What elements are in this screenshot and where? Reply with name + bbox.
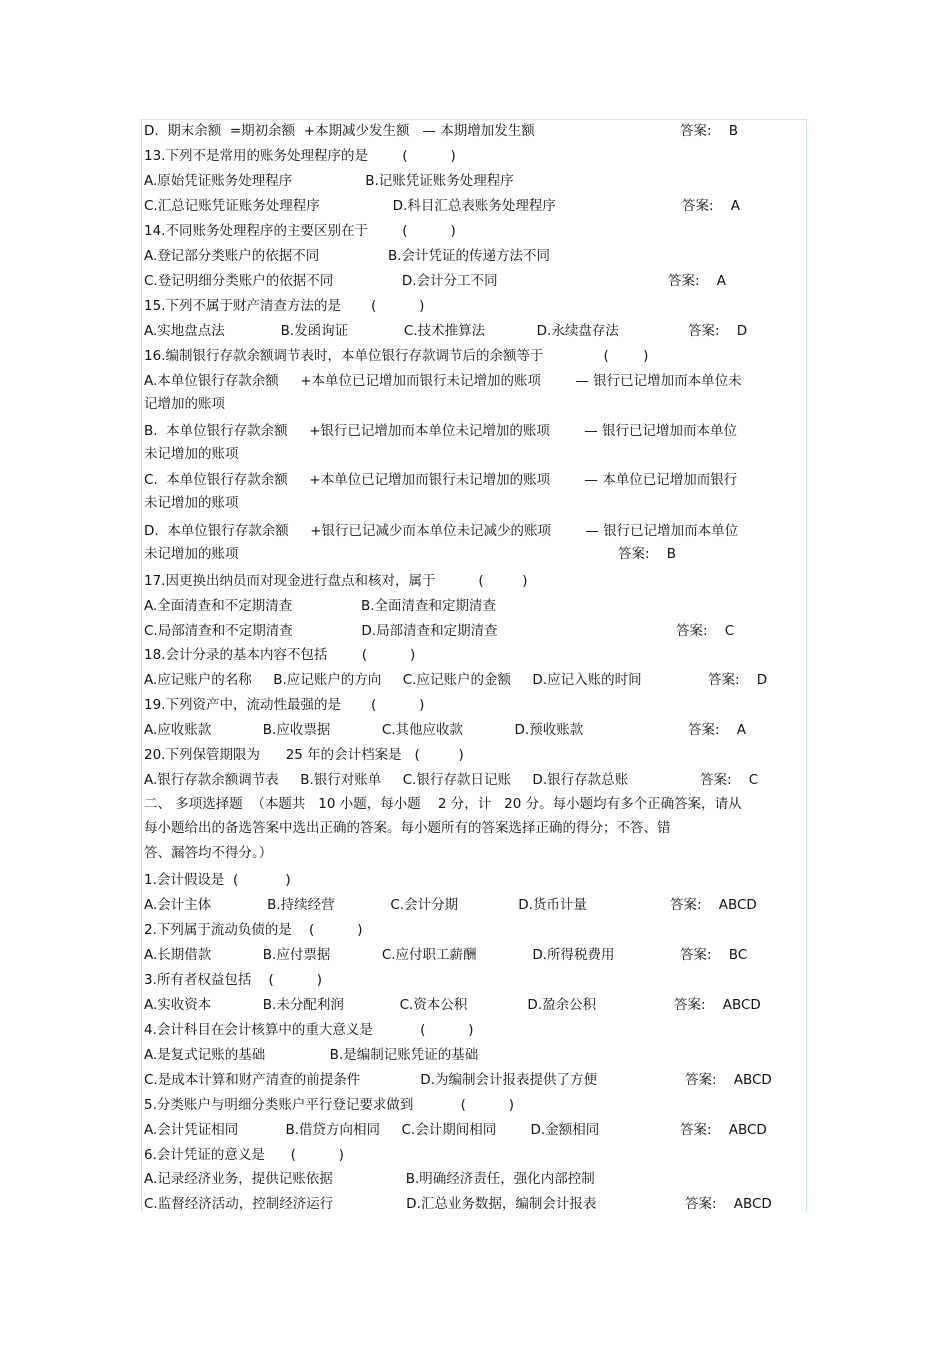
question-line: A.会计凭证相同 B.借贷方向相同 C.会计期间相同 D.金额相同 [144, 1122, 600, 1138]
question-line: 13.下列不是常用的账务处理程序的是 ( ) [144, 148, 456, 164]
question-line: A.实收资本 B.未分配利润 C.资本公积 D.盈余公积 [144, 997, 597, 1013]
question-line: 18.会计分录的基本内容不包括 ( ) [144, 647, 416, 663]
question-line: A.原始凭证账务处理程序 B.记账凭证账务处理程序 [144, 173, 514, 189]
answer-label: 答案: B [680, 123, 738, 139]
question-line: 未记增加的账项 [144, 446, 239, 462]
question-line: C.局部清查和不定期清查 D.局部清查和定期清查 [144, 623, 498, 639]
question-line: A.实地盘点法 B.发函询证 C.技术推算法 D.永续盘存法 [144, 323, 619, 339]
question-line: 二、 多项选择题 （本题共 10 小题，每小题 2 分，计 20 分。每小题均有多个正确答案，请从 [144, 796, 742, 812]
question-line: 3.所有者权益包括 ( ) [144, 972, 322, 988]
question-line: A.长期借款 B.应付票据 C.应付职工薪酬 D.所得税费用 [144, 947, 615, 963]
question-line: 19.下列资产中，流动性最强的是 ( ) [144, 697, 425, 713]
question-line: A.应记账户的名称 B.应记账户的方向 C.应记账户的金额 D.应记入账的时间 [144, 672, 642, 688]
answer-label: 答案: C [700, 772, 759, 788]
answer-label: 答案: C [676, 623, 735, 639]
question-line: 每小题给出的备选答案中选出正确的答案。每小题所有的答案选择正确的得分；不答、错 [144, 820, 671, 836]
question-line: A.应收账款 B.应收票据 C.其他应收款 D.预收账款 [144, 722, 584, 738]
question-line: A.会计主体 B.持续经营 C.会计分期 D.货币计量 [144, 897, 587, 913]
question-line: C.是成本计算和财产清查的前提条件 D.为编制会计报表提供了方便 [144, 1072, 597, 1088]
answer-label: 答案: ABCD [674, 997, 761, 1013]
question-line: B. 本单位银行存款余额 +银行已记增加而本单位未记增加的账项 — 银行已记增加而本单位 [144, 423, 738, 439]
question-line: D. 本单位银行存款余额 +银行已记减少而本单位未记减少的账项 — 银行已记增加而本单位 [144, 523, 739, 539]
question-line: 1.会计假设是 ( ) [144, 872, 291, 888]
question-line: 6.会计凭证的意义是 ( ) [144, 1147, 345, 1163]
question-line: 15.下列不属于财产清查方法的是 ( ) [144, 298, 425, 314]
question-line: A.记录经济业务，提供记账依据 B.明确经济责任，强化内部控制 [144, 1171, 595, 1187]
question-line: A.全面清查和不定期清查 B.全面清查和定期清查 [144, 598, 497, 614]
answer-label: 答案: A [682, 198, 740, 214]
answer-label: 答案: ABCD [685, 1196, 772, 1212]
question-line: C.登记明细分类账户的依据不同 D.会计分工不同 [144, 273, 498, 289]
question-line: 16.编制银行存款余额调节表时，本单位银行存款调节后的余额等于 ( ) [144, 348, 649, 364]
question-line: 4.会计科目在会计核算中的重大意义是 ( ) [144, 1022, 474, 1038]
answer-label: 答案: ABCD [670, 897, 757, 913]
question-line: 记增加的账项 [144, 396, 225, 412]
question-line: 答、漏答均不得分。） [144, 845, 273, 861]
answer-label: 答案: D [708, 672, 768, 688]
question-line: 5.分类账户与明细分类账户平行登记要求做到 ( ) [144, 1097, 515, 1113]
question-line: C.汇总记账凭证账务处理程序 D.科目汇总表账务处理程序 [144, 198, 556, 214]
question-line: A.登记部分类账户的依据不同 B.会计凭证的传递方法不同 [144, 248, 551, 264]
question-line: 未记增加的账项 [144, 546, 239, 562]
question-line: A.是复式记账的基础 B.是编制记账凭证的基础 [144, 1047, 479, 1063]
question-line: 未记增加的账项 [144, 495, 239, 511]
question-line: 17.因更换出纳员而对现金进行盘点和核对，属于 ( ) [144, 573, 528, 589]
question-line: A.本单位银行存款余额 +本单位已记增加而银行未记增加的账项 — 银行已记增加而本单位未 [144, 373, 742, 389]
answer-label: 答案: B [618, 546, 676, 562]
question-line: 14.不同账务处理程序的主要区别在于 ( ) [144, 223, 456, 239]
question-line: D. 期末余额 =期初余额 +本期减少发生额 — 本期增加发生额 [144, 123, 535, 139]
answer-label: 答案: ABCD [685, 1072, 772, 1088]
question-line: C.监督经济活动，控制经济运行 D.汇总业务数据，编制会计报表 [144, 1196, 597, 1212]
answer-label: 答案: A [668, 273, 726, 289]
question-line: A.银行存款余额调节表 B.银行对账单 C.银行存款日记账 D.银行存款总账 [144, 772, 629, 788]
question-line: 2.下列属于流动负债的是 ( ) [144, 922, 363, 938]
question-line: C. 本单位银行存款余额 +本单位已记增加而银行未记增加的账项 — 本单位已记增加而银行 [144, 472, 738, 488]
answer-label: 答案: D [688, 323, 748, 339]
answer-label: 答案: BC [680, 947, 748, 963]
answer-label: 答案: A [688, 722, 746, 738]
question-line: 20.下列保管期限为 25 年的会计档案是 ( ) [144, 747, 464, 763]
answer-label: 答案: ABCD [680, 1122, 767, 1138]
